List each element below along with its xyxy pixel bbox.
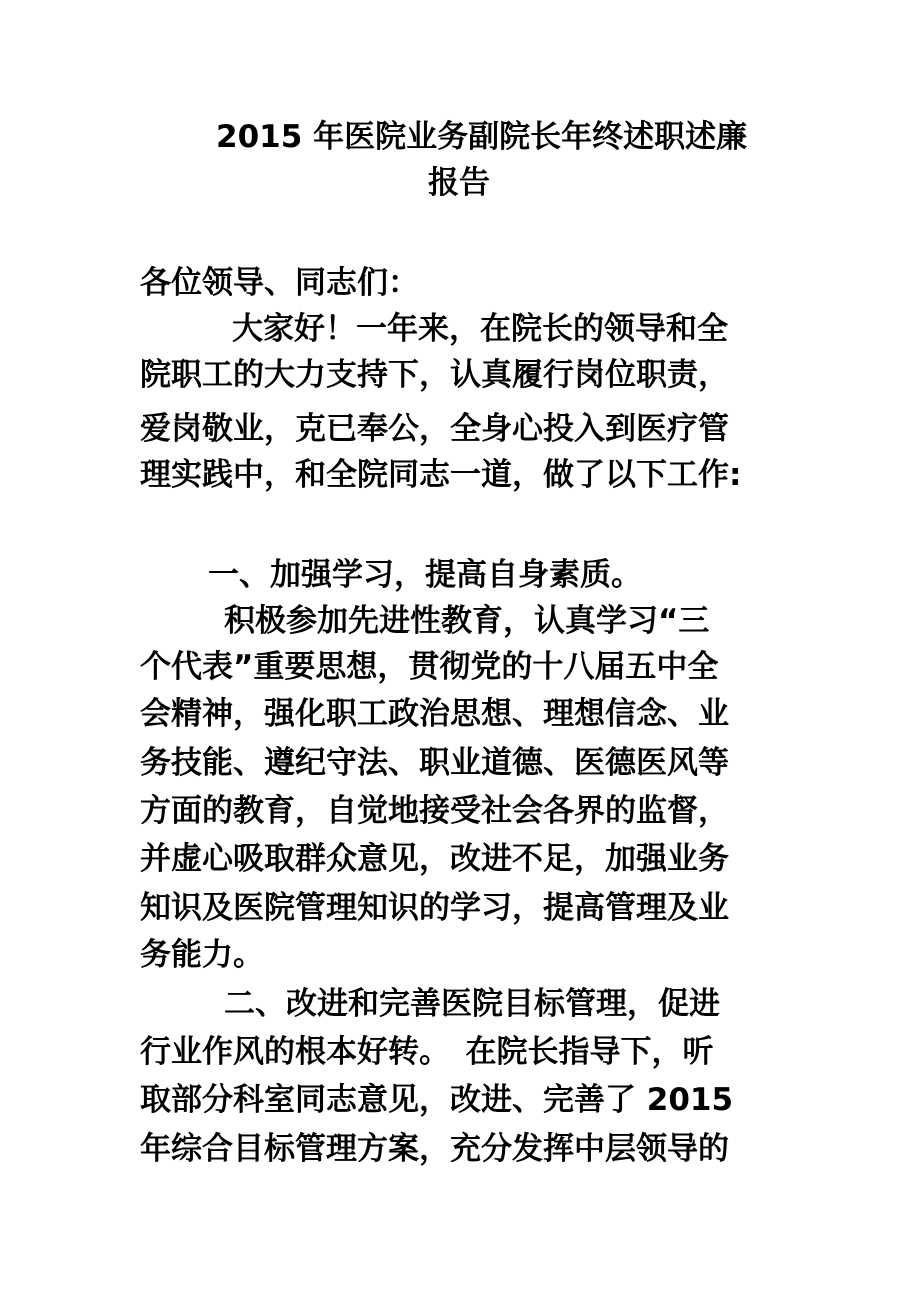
section-heading-2-line-2: 行业作风的根本好转。 在院长指导下，听: [140, 1034, 714, 1070]
paragraph-2-line-5: 方面的教育，自觉地接受社会各界的监督，: [140, 793, 729, 829]
paragraph-2-line-8: 务能力。: [140, 937, 264, 973]
document-title-line-1: 2015 年医院业务副院长年终述职述廉: [216, 119, 748, 155]
section-heading-2-line-1: 二、改进和完善医院目标管理，促进: [224, 986, 720, 1022]
paragraph-1-line-2: 院职工的大力支持下，认真履行岗位职责，: [140, 357, 729, 393]
paragraph-3-line-1: 取部分科室同志意见，改进、完善了 2015: [140, 1082, 734, 1118]
paragraph-2-line-4: 务技能、遵纪守法、职业道德、医德医风等: [140, 745, 729, 781]
paragraph-2-line-3: 会精神，强化职工政治思想、理想信念、业: [140, 696, 729, 732]
document-title-line-2: 报告: [428, 165, 490, 201]
paragraph-2-line-6: 并虚心吸取群众意见，改进不足，加强业务: [140, 841, 729, 877]
section-heading-1: 一、加强学习，提高自身素质。: [208, 557, 642, 593]
salutation: 各位领导、同志们：: [140, 265, 419, 301]
paragraph-3-line-2: 年综合目标管理方案，充分发挥中层领导的: [140, 1131, 729, 1167]
paragraph-1-line-1: 大家好！一年来，在院长的领导和全: [232, 311, 728, 347]
paragraph-1-line-3: 爱岗敬业，克已奉公，全身心投入到医疗管: [140, 411, 729, 447]
paragraph-1-line-4: 理实践中，和全院同志一道，做了以下工作:: [140, 457, 742, 493]
paragraph-2-line-2: 个代表”重要思想，贯彻党的十八届五中全: [140, 649, 719, 685]
paragraph-2-line-7: 知识及医院管理知识的学习，提高管理及业: [140, 890, 729, 926]
paragraph-2-line-1: 积极参加先进性教育，认真学习“三: [224, 603, 710, 639]
